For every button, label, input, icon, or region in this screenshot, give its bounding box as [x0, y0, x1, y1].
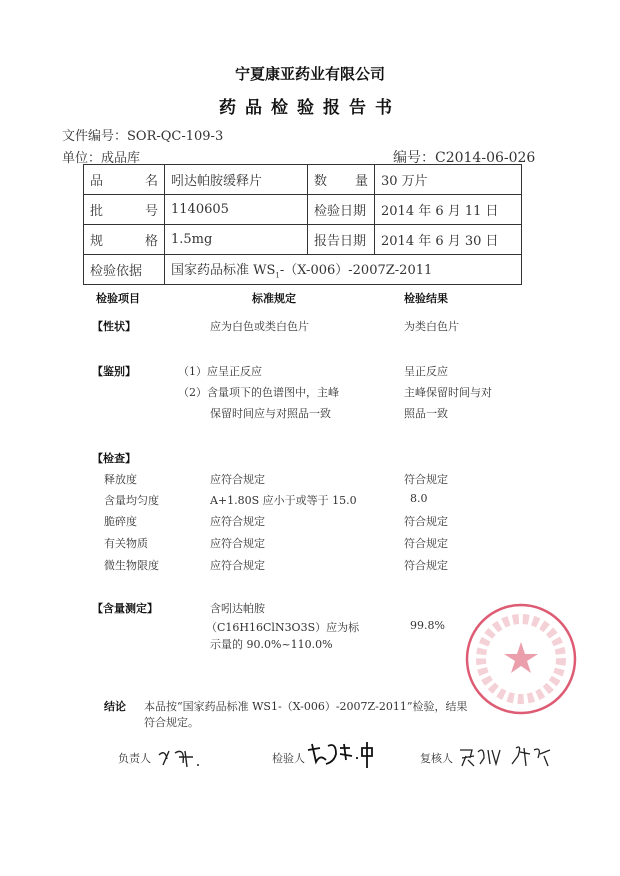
check-result: 8.0: [410, 492, 428, 505]
identification-result-1: 呈正反应: [404, 365, 448, 378]
reviewer-signature: [458, 742, 558, 770]
company-seal: [462, 600, 580, 718]
check-result: 符合规定: [404, 537, 448, 550]
appearance-standard: 应为白色或类白色片: [210, 320, 309, 333]
report-date: 2014 年 6 月 30 日: [375, 225, 522, 255]
appearance-result: 为类白色片: [404, 320, 459, 333]
check-item: 含量均匀度: [104, 494, 159, 507]
label-test-date: 检验日期: [308, 195, 375, 225]
conclusion-text-2: 符合规定。: [144, 716, 199, 729]
label-basis: 检验依据: [84, 255, 165, 285]
check-standard: 应符合规定: [210, 537, 265, 550]
identification-result-2b: 照品一致: [404, 407, 448, 420]
quantity: 30 万片: [375, 165, 522, 195]
document-title: 药品检验报告书: [219, 98, 401, 118]
check-standard: 应符合规定: [210, 473, 265, 486]
assay-label: 【含量测定】: [92, 602, 158, 615]
report-number: 编号：C2014-06-026: [393, 150, 536, 166]
responsible-label: 负责人: [118, 752, 151, 765]
identification-standard-2b: 保留时间应与对照品一致: [210, 407, 331, 420]
check-standard: 应符合规定: [210, 559, 265, 572]
check-item: 微生物限度: [104, 559, 159, 572]
conclusion-text: 本品按“国家药品标准 WS1-（X-006）-2007Z-2011”检验，结果: [144, 700, 468, 713]
product-info-table: [83, 164, 522, 285]
assay-standard-1: 含吲达帕胺: [210, 602, 265, 615]
check-item: 脆碎度: [104, 515, 137, 528]
check-result: 符合规定: [404, 559, 448, 572]
header-standard: 标准规定: [252, 292, 296, 305]
batch-number: 1140605: [165, 195, 308, 225]
label-name: 品名: [90, 174, 158, 189]
reviewer-label: 复核人: [420, 752, 453, 765]
label-qty: 数量: [314, 174, 368, 189]
conclusion-label: 结论: [104, 700, 126, 713]
label-batch: 批号: [90, 204, 158, 219]
star-icon: [504, 642, 538, 673]
company-name: 宁夏康亚药业有限公司: [234, 65, 385, 83]
inspector-signature: [306, 740, 376, 770]
check-standard: A+1.80S 应小于或等于 15.0: [210, 494, 357, 507]
product-name: 吲达帕胺缓释片: [165, 165, 308, 195]
identification-label: 【鉴别】: [92, 365, 136, 378]
assay-result: 99.8%: [410, 619, 445, 632]
test-basis: 国家药品标准 $WS_1-(X-006)-2007Z-2011$: [165, 255, 522, 285]
identification-standard-2: （2）含量项下的色谱图中，主峰: [178, 386, 339, 399]
header-item: 检验项目: [96, 292, 140, 305]
inspector-label: 检验人: [272, 752, 305, 765]
file-number: 文件编号：SOR-QC-109-3: [62, 129, 224, 144]
test-date: 2014 年 6 月 11 日: [375, 195, 522, 225]
check-result: 符合规定: [404, 515, 448, 528]
check-standard: 应符合规定: [210, 515, 265, 528]
specification: 1.5mg: [165, 225, 308, 255]
unit: 单位：成品库: [62, 151, 141, 166]
check-item: 释放度: [104, 473, 137, 486]
identification-standard-1: （1）应呈正反应: [178, 365, 262, 378]
label-spec: 规格: [90, 234, 158, 249]
assay-standard-3: 示量的 90.0%~110.0%: [210, 638, 333, 651]
responsible-signature: [155, 745, 215, 770]
identification-result-2: 主峰保留时间与对: [404, 386, 492, 399]
header-result: 检验结果: [404, 292, 448, 305]
assay-standard-2: （C16H16ClN3O3S）应为标: [206, 621, 360, 634]
checks-label: 【检查】: [92, 452, 136, 465]
appearance-label: 【性状】: [92, 320, 136, 333]
check-item: 有关物质: [104, 537, 148, 550]
check-result: 符合规定: [404, 473, 448, 486]
label-report-date: 报告日期: [308, 225, 375, 255]
